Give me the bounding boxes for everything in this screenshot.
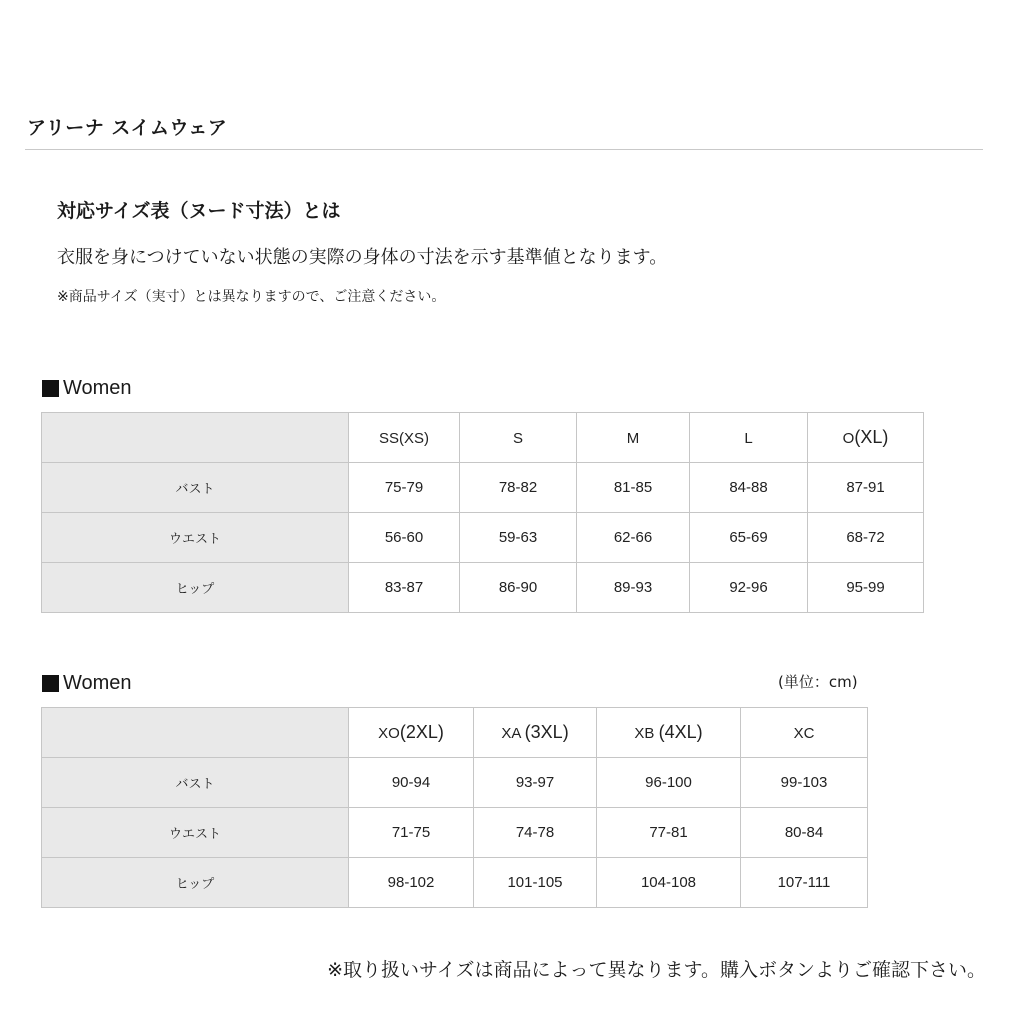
table-row xyxy=(42,463,924,513)
table-cell: 84-88 xyxy=(690,463,808,513)
table-cell: 62-66 xyxy=(577,513,690,563)
size-header-cell: XA (3XL) xyxy=(474,708,597,758)
square-bullet-icon xyxy=(42,675,59,692)
table-header-row xyxy=(42,413,924,463)
size-header-cell: SS(XS) xyxy=(349,413,460,463)
size-header-cell: S xyxy=(460,413,577,463)
table-row xyxy=(42,808,868,858)
size-header-cell: XC xyxy=(741,708,868,758)
table-cell: 89-93 xyxy=(577,563,690,613)
table-row xyxy=(42,758,868,808)
table-cell: 86-90 xyxy=(460,563,577,613)
table-cell: 59-63 xyxy=(460,513,577,563)
table-cell: 68-72 xyxy=(808,513,924,563)
table-cell: 92-96 xyxy=(690,563,808,613)
table-cell: 95-99 xyxy=(808,563,924,613)
footer-note: ※取り扱いサイズは商品によって異なります。購入ボタンよりご確認下さい。 xyxy=(327,959,986,981)
square-bullet-icon xyxy=(42,380,59,397)
size-header-cell: L xyxy=(690,413,808,463)
section-description: 衣服を身につけていない状態の実際の身体の寸法を示す基準値となります。 xyxy=(57,247,668,268)
row-label-hip: ヒップ xyxy=(42,563,349,613)
table-cell: 74-78 xyxy=(474,808,597,858)
table-cell: 81-85 xyxy=(577,463,690,513)
table-cell: 56-60 xyxy=(349,513,460,563)
table-header-row xyxy=(42,708,868,758)
table-row xyxy=(42,563,924,613)
table-cell: 87-91 xyxy=(808,463,924,513)
row-label-bust: バスト xyxy=(42,758,349,808)
row-label-waist: ウエスト xyxy=(42,808,349,858)
size-header-cell: M xyxy=(577,413,690,463)
title-divider xyxy=(25,149,983,150)
size-table-women-1 xyxy=(41,412,924,613)
table-cell: 99-103 xyxy=(741,758,868,808)
row-label-bust: バスト xyxy=(42,463,349,513)
unit-note: (単位：cm) xyxy=(778,673,858,691)
table2-label-text: Women xyxy=(63,672,132,694)
table-cell: 107-111 xyxy=(741,858,868,908)
table-corner-cell xyxy=(42,413,349,463)
table-cell: 77-81 xyxy=(597,808,741,858)
table-cell: 101-105 xyxy=(474,858,597,908)
section-heading: 対応サイズ表（ヌード寸法）とは xyxy=(57,200,341,222)
table-cell: 71-75 xyxy=(349,808,474,858)
row-label-waist: ウエスト xyxy=(42,513,349,563)
table-cell: 75-79 xyxy=(349,463,460,513)
table-cell: 98-102 xyxy=(349,858,474,908)
size-header-cell: XB (4XL) xyxy=(597,708,741,758)
size-header-cell: XO(2XL) xyxy=(349,708,474,758)
table-cell: 90-94 xyxy=(349,758,474,808)
section-note: ※商品サイズ（実寸）とは異なりますので、ご注意ください。 xyxy=(57,289,446,305)
table-row xyxy=(42,858,868,908)
table-cell: 104-108 xyxy=(597,858,741,908)
table-cell: 65-69 xyxy=(690,513,808,563)
size-header-cell: O(XL) xyxy=(808,413,924,463)
table-cell: 83-87 xyxy=(349,563,460,613)
size-table-women-2 xyxy=(41,707,868,908)
row-label-hip: ヒップ xyxy=(42,858,349,908)
table-row xyxy=(42,513,924,563)
table-cell: 78-82 xyxy=(460,463,577,513)
table-cell: 93-97 xyxy=(474,758,597,808)
table2-label xyxy=(42,672,132,695)
table1-label-text: Women xyxy=(63,377,132,399)
table-cell: 96-100 xyxy=(597,758,741,808)
table-cell: 80-84 xyxy=(741,808,868,858)
table1-label xyxy=(42,377,132,400)
table-corner-cell xyxy=(42,708,349,758)
brand-title: アリーナ スイムウェア xyxy=(27,117,228,139)
